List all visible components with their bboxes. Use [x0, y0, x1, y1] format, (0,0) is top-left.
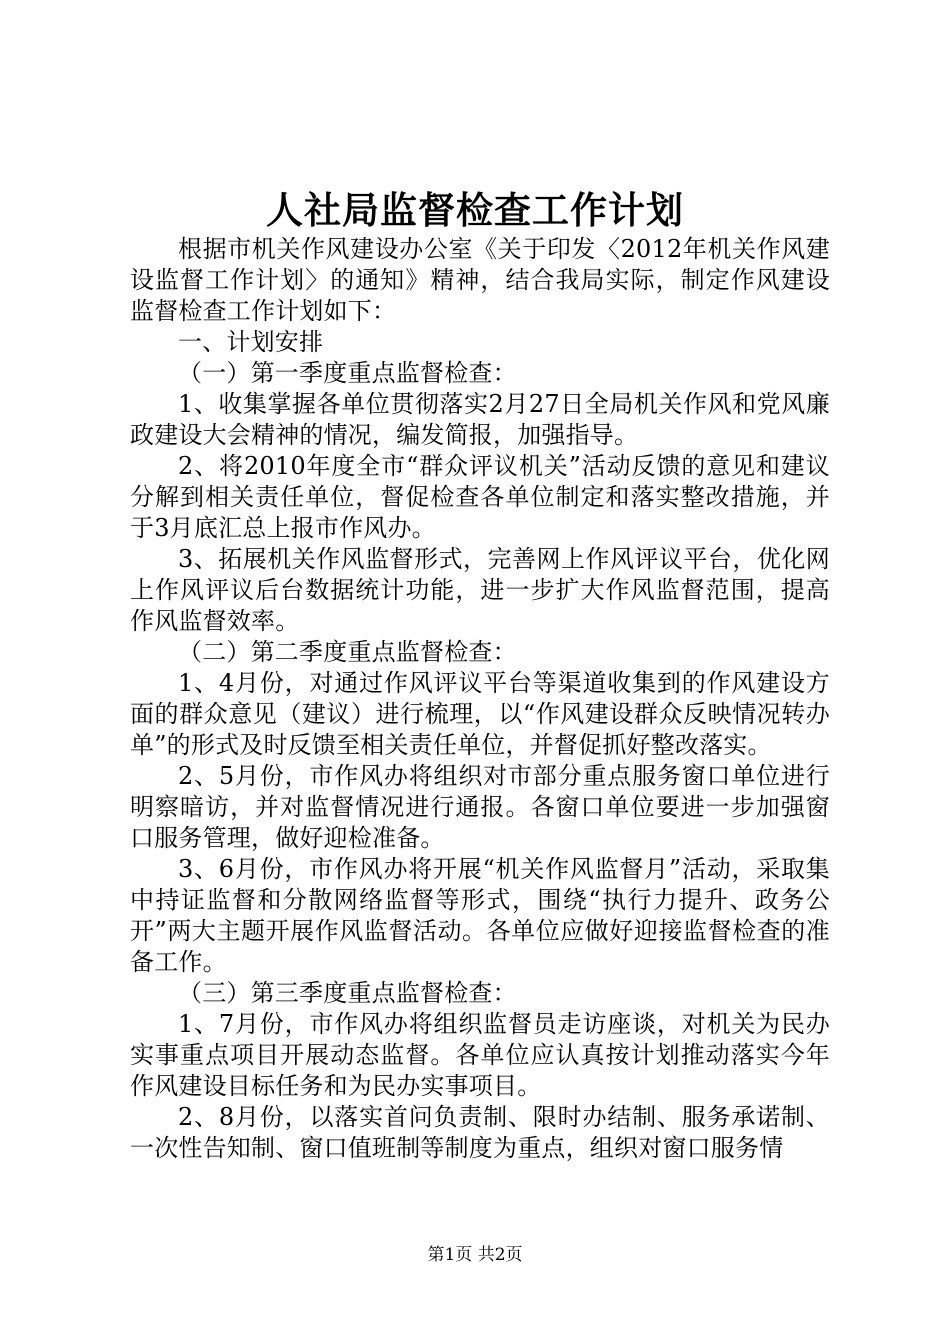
- document-title: 人社局监督检查工作计划: [266, 188, 684, 232]
- subheading-q3: （三）第三季度重点监督检查：: [178, 979, 517, 1007]
- q2-item-1: 1、4月份，对通过作风评议平台等渠道收集到的作风建设方面的群众意见（建议）进行梳理，以“作风建设群众反映情况转办单”的形式及时反馈至相关责任单位，并督促抓好整改落实。: [130, 669, 830, 759]
- subheading-q2: （二）第二季度重点监督检查：: [178, 638, 517, 666]
- q3-item-2: 2、8月份，以落实首问负责制、限时办结制、服务承诺制、一次性告知制、窗口值班制等制度为重点，组织对窗口服务情: [130, 1103, 830, 1162]
- q1-item-2: 2、将2010年度全市“群众评议机关”活动反馈的意见和建议分解到相关责任单位，督促检查各单位制定和落实整改措施，并于3月底汇总上报市作风办。: [130, 452, 830, 542]
- page-number-footer: 第1页 共2页: [427, 1245, 523, 1265]
- q2-item-2: 2、5月份，市作风办将组织对市部分重点服务窗口单位进行明察暗访，并对监督情况进行通报。各窗口单位要进一步加强窗口服务管理，做好迎检准备。: [130, 762, 830, 852]
- intro-paragraph: 根据市机关作风建设办公室《关于印发〈2012年机关作风建设监督工作计划〉的通知》精神，结合我局实际，制定作风建设监督检查工作计划如下：: [130, 235, 830, 325]
- q1-item-1: 1、收集掌握各单位贯彻落实2月27日全局机关作风和党风廉政建设大会精神的情况，编发简报，加强指导。: [130, 390, 830, 449]
- q1-item-3: 3、拓展机关作风监督形式，完善网上作风评议平台，优化网上作风评议后台数据统计功能，进一步扩大作风监督范围，提高作风监督效率。: [130, 545, 830, 635]
- q2-item-3: 3、6月份，市作风办将开展“机关作风监督月”活动，采取集中持证监督和分散网络监督等形式，围绕“执行力提升、政务公开”两大主题开展作风监督活动。各单位应做好迎接监督检查的准备工作。: [130, 855, 830, 976]
- section-heading-plan: 一、计划安排: [178, 328, 324, 356]
- document-body: [130, 234, 830, 1164]
- subheading-q1: （一）第一季度重点监督检查：: [178, 359, 517, 387]
- q3-item-1: 1、7月份，市作风办将组织监督员走访座谈，对机关为民办实事重点项目开展动态监督。各单位应认真按计划推动落实今年作风建设目标任务和为民办实事项目。: [130, 1010, 830, 1100]
